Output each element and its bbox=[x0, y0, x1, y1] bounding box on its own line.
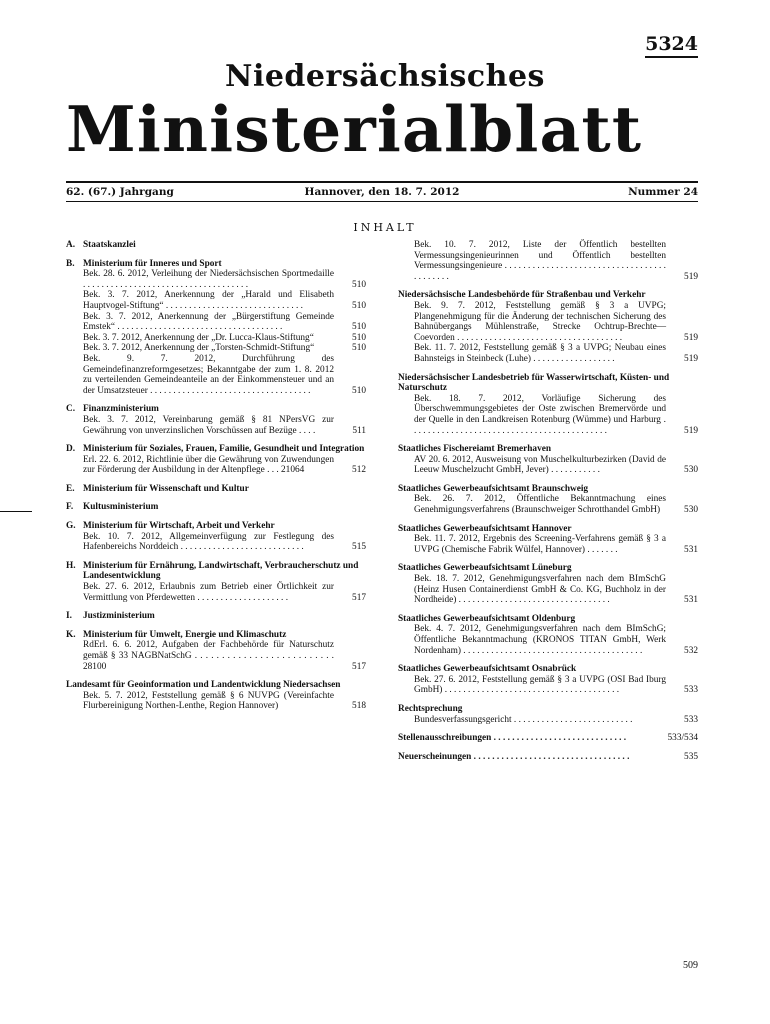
entry-page: 518 bbox=[352, 701, 366, 712]
entry-text: Bek. 18. 7. 2012, Genehmigungsverfahren nach dem BImSchG (Heinz Husen Containerdienst GmbH & Co. KG, Buchholz in der Nordheide) . . . . . . . . . . . . . . . . . . . . . . . . . . . . . . . . . bbox=[414, 574, 666, 606]
toc-section bbox=[398, 524, 698, 556]
footer-page-number: 509 bbox=[683, 960, 698, 971]
entry-text: Stellenausschreibungen . . . . . . . . . . . . . . . . . . . . . . . . . . . . . bbox=[398, 733, 627, 744]
section-letter: G. bbox=[66, 521, 76, 532]
entry-page: 510 bbox=[352, 343, 366, 354]
toc-section bbox=[398, 444, 698, 476]
entry-page: 519 bbox=[684, 271, 698, 282]
entry-text: Bek. 9. 7. 2012, Durchführung des Gemeindefinanzreformgesetzes; Bekanntgabe der zum 1. 8. 2012 zu verteilenden Gemeindeanteile an der Einkommensteuer und an der Umsatzsteuer . . . . . . . . . . . . . . . . . . . . . . . . . . . . . . . . . . . bbox=[83, 353, 334, 396]
toc-entry[interactable] bbox=[398, 675, 698, 696]
section-letter: H. bbox=[66, 560, 76, 571]
section-letter: B. bbox=[66, 258, 75, 269]
toc-entry[interactable] bbox=[66, 532, 366, 553]
entry-text: Bek. 3. 7. 2012, Anerkennung der „Dr. Lucca-Klaus-Stiftung“ bbox=[83, 332, 314, 343]
section-heading bbox=[66, 502, 366, 513]
toc-section bbox=[66, 444, 366, 476]
entry-page: 533/534 bbox=[667, 733, 698, 744]
section-title: Rechtsprechung bbox=[398, 703, 463, 714]
toc-section bbox=[66, 502, 366, 513]
section-title: Kultusministerium bbox=[83, 502, 159, 513]
section-letter: C. bbox=[66, 404, 76, 415]
section-heading bbox=[66, 561, 366, 582]
entry-text: Bek. 3. 7. 2012, Vereinbarung gemäß § 81 NPersVG zur Gewährung von unverzinslichen Vorschüssen auf Bezüge . . . . bbox=[83, 414, 334, 436]
toc-right-column bbox=[398, 240, 698, 770]
toc-section bbox=[398, 484, 698, 516]
entry-page: 515 bbox=[352, 542, 366, 553]
entry-text: RdErl. 6. 6. 2012, Aufgaben der Fachbehörde für Naturschutz gemäß § 33 NAGBNatSchG . . . . . . . . . . . . . . . . . . . . . . . . . . 28100 bbox=[83, 640, 334, 672]
toc-left-column bbox=[66, 240, 366, 720]
toc-entry[interactable] bbox=[398, 624, 698, 656]
toc-section bbox=[398, 563, 698, 605]
entry-page: 519 bbox=[684, 425, 698, 436]
entry-page: 519 bbox=[684, 353, 698, 364]
entry-text: Bek. 4. 7. 2012, Genehmigungsverfahren nach dem BImSchG; Öffentliche Bekanntmachung (KRONOS TITAN GmbH, Werk Nordenham) . . . . . . . . . . . . . . . . . . . . . . . . . . . . . . . . . . . . . . . bbox=[414, 624, 666, 656]
toc-section bbox=[66, 404, 366, 436]
section-title: Staatliches Gewerbeaufsichtsamt Lüneburg bbox=[398, 563, 572, 574]
toc-entry[interactable] bbox=[66, 354, 366, 396]
section-title: Ministerium für Soziales, Frauen, Familie, Gesundheit und Integration bbox=[83, 444, 365, 455]
entry-page: 531 bbox=[684, 595, 698, 606]
entry-text: Bek. 5. 7. 2012, Feststellung gemäß § 6 NUVPG (Vereinfachte Flurbereinigung Northen-Lenthe, Region Hannover) bbox=[83, 690, 334, 712]
toc-entry-inline[interactable] bbox=[398, 733, 698, 744]
section-title: Ministerium für Umwelt, Energie und Klimaschutz bbox=[83, 629, 287, 640]
toc-entry[interactable] bbox=[66, 455, 366, 476]
toc-entry[interactable] bbox=[66, 691, 366, 712]
entry-page: 511 bbox=[352, 425, 366, 436]
toc-section bbox=[398, 373, 698, 437]
toc-section bbox=[398, 290, 698, 364]
jahrgang: 62. (67.) Jahrgang bbox=[66, 186, 174, 198]
toc-entry[interactable] bbox=[66, 290, 366, 311]
masthead-title-line1: Niedersächsisches bbox=[225, 59, 545, 94]
toc-entry[interactable] bbox=[66, 343, 366, 354]
section-letter: D. bbox=[66, 444, 76, 455]
entry-page: 519 bbox=[684, 332, 698, 343]
entry-page: 530 bbox=[684, 465, 698, 476]
toc-entry[interactable] bbox=[398, 715, 698, 726]
toc-entry[interactable] bbox=[66, 333, 366, 344]
section-letter: I. bbox=[66, 611, 72, 622]
toc-entry[interactable] bbox=[66, 415, 366, 436]
toc-section bbox=[398, 614, 698, 656]
toc-entry[interactable] bbox=[398, 301, 698, 343]
toc-entry[interactable] bbox=[66, 312, 366, 333]
entry-page: 535 bbox=[684, 751, 698, 762]
entry-page: 510 bbox=[352, 332, 366, 343]
toc-entry[interactable] bbox=[398, 240, 698, 282]
section-heading bbox=[66, 611, 366, 622]
entry-page: 533 bbox=[684, 685, 698, 696]
toc-entry[interactable] bbox=[398, 455, 698, 476]
toc-section bbox=[66, 611, 366, 622]
toc-section bbox=[66, 630, 366, 672]
section-heading bbox=[66, 521, 366, 532]
entry-page: 517 bbox=[352, 661, 366, 672]
masthead-rule-bottom bbox=[66, 201, 698, 202]
entry-text: Bundesverfassungsgericht . . . . . . . . . . . . . . . . . . . . . . . . . . bbox=[414, 714, 633, 725]
section-title: Staatskanzlei bbox=[83, 240, 136, 250]
section-title: Niedersächsische Landesbehörde für Straßenbau und Verkehr bbox=[398, 290, 646, 301]
toc-section bbox=[398, 704, 698, 725]
section-title: Staatliches Fischereiamt Bremerhaven bbox=[398, 444, 552, 455]
entry-page: 510 bbox=[352, 385, 366, 396]
toc-entry[interactable] bbox=[66, 269, 366, 290]
toc-entry[interactable] bbox=[398, 494, 698, 515]
section-title: Ministerium für Inneres und Sport bbox=[83, 258, 222, 269]
toc-entry[interactable] bbox=[398, 534, 698, 555]
place-date: Hannover, den 18. 7. 2012 bbox=[304, 186, 460, 198]
toc-section bbox=[66, 521, 366, 553]
section-title: Justizministerium bbox=[83, 611, 155, 622]
section-title: Ministerium für Ernährung, Landwirtschaft, Verbraucherschutz und Landesentwicklung bbox=[83, 560, 359, 582]
section-title: Staatliches Gewerbeaufsichtsamt Hannover bbox=[398, 523, 572, 534]
entry-text: Erl. 22. 6. 2012, Richtlinie über die Gewährung von Zuwendungen zur Förderung der Ausbildung in der Altenpflege . . . 21064 bbox=[83, 454, 334, 476]
section-title: Landesamt für Geoinformation und Landentwicklung Niedersachsen bbox=[66, 680, 341, 691]
entry-text: Bek. 3. 7. 2012, Anerkennung der „Torsten-Schmidt-Stiftung“ bbox=[83, 343, 315, 354]
section-heading bbox=[66, 404, 366, 415]
toc-entry[interactable] bbox=[66, 582, 366, 603]
section-letter: E. bbox=[66, 483, 75, 494]
toc-section bbox=[66, 484, 366, 495]
section-letter: K. bbox=[66, 629, 76, 640]
section-title: Staatliches Gewerbeaufsichtsamt Oldenburg bbox=[398, 613, 576, 624]
masthead-rule-top bbox=[66, 181, 698, 183]
section-heading bbox=[66, 444, 366, 455]
section-heading bbox=[66, 259, 366, 270]
entry-text: Neuerscheinungen . . . . . . . . . . . . . . . . . . . . . . . . . . . . . . . . . . bbox=[398, 751, 630, 762]
toc-section bbox=[398, 240, 698, 282]
toc-entry[interactable] bbox=[398, 574, 698, 606]
entry-text: AV 20. 6. 2012, Ausweisung von Muschelkulturbezirken (David de Leeuw Muschelzucht GmbH, Jever) . . . . . . . . . . . bbox=[414, 454, 666, 476]
entry-text: Bek. 27. 6. 2012, Erlaubnis zum Betrieb einer Örtlichkeit zur Vermittlung von Pferdewetten . . . . . . . . . . . . . . . . . . . . bbox=[83, 582, 334, 603]
entry-text: Bek. 3. 7. 2012, Anerkennung der „Harald und Elisabeth Hauptvogel-Stiftung“ . . . . . . . . . . . . . . . . . . . . . . . . . . . . . . bbox=[83, 290, 334, 311]
masthead-info-row bbox=[66, 184, 698, 200]
entry-page: 531 bbox=[684, 544, 698, 555]
section-heading bbox=[66, 630, 366, 641]
section-title: Niedersächsischer Landesbetrieb für Wasserwirtschaft, Küsten- und Naturschutz bbox=[398, 372, 670, 394]
issue-number: Nummer 24 bbox=[628, 186, 698, 198]
section-title: Ministerium für Wissenschaft und Kultur bbox=[83, 483, 249, 494]
entry-page: 533 bbox=[684, 714, 698, 725]
section-title: Finanzministerium bbox=[83, 404, 159, 415]
toc-section bbox=[66, 680, 366, 712]
entry-text: Bek. 10. 7. 2012, Allgemeinverfügung zur Festlegung des Hafenbereichs Norddeich . . . . . . . . . . . . . . . . . . . . . . . . . . . bbox=[83, 531, 334, 553]
section-title: Ministerium für Wirtschaft, Arbeit und Verkehr bbox=[83, 521, 275, 532]
toc-entry[interactable] bbox=[66, 640, 366, 672]
section-title: Staatliches Gewerbeaufsichtsamt Osnabrück bbox=[398, 664, 577, 675]
entry-page: 512 bbox=[352, 465, 366, 476]
entry-page: 510 bbox=[352, 279, 366, 290]
toc-section bbox=[66, 259, 366, 397]
toc-heading: INHALT bbox=[353, 221, 417, 234]
masthead-title-line2: Ministerialblatt bbox=[66, 92, 643, 166]
entry-text: Bek. 10. 7. 2012, Liste der Öffentlich bestellten Vermessungsingenieurinnen und Öffentlich bestellten Vermessungsingenieure . . . . . . . . . . . . . . . . . . . . . . . . . . . . . . . . . . . . . . . . . . . bbox=[414, 240, 666, 282]
entry-page: 517 bbox=[352, 592, 366, 603]
entry-text: Bek. 28. 6. 2012, Verleihung der Niedersächsischen Sportmedaille . . . . . . . . . . . . . . . . . . . . . . . . . . . . . . . . . . . . bbox=[83, 269, 334, 290]
entry-page: 532 bbox=[684, 645, 698, 656]
toc-entry-inline[interactable] bbox=[398, 752, 698, 763]
entry-page: 530 bbox=[684, 505, 698, 516]
section-title: Staatliches Gewerbeaufsichtsamt Braunschweig bbox=[398, 483, 589, 494]
toc-section bbox=[66, 240, 366, 251]
entry-text: Bek. 3. 7. 2012, Anerkennung der „Bürgerstiftung Gemeinde Emstek“ . . . . . . . . . . . . . . . . . . . . . . . . . . . . . . . . . . . . bbox=[83, 311, 334, 333]
entry-page: 510 bbox=[352, 300, 366, 311]
section-letter: A. bbox=[66, 240, 76, 250]
entry-text: Bek. 26. 7. 2012, Öffentliche Bekanntmachung eines Genehmigungsverfahrens (Braunschweiger Schrotthandel GmbH) bbox=[414, 494, 666, 516]
section-heading bbox=[66, 680, 366, 691]
entry-text: Bek. 11. 7. 2012, Ergebnis des Screening-Verfahrens gemäß § 3 a UVPG (Chemische Fabrik Wülfel, Hannover) . . . . . . . bbox=[414, 534, 666, 555]
entry-page: 510 bbox=[352, 322, 366, 333]
entry-text: Bek. 11. 7. 2012, Feststellung gemäß § 3 a UVPG; Neubau eines Bahnsteigs in Steinbeck (Luhe) . . . . . . . . . . . . . . . . . . bbox=[414, 343, 666, 364]
section-letter: F. bbox=[66, 502, 74, 513]
margin-mark bbox=[0, 511, 32, 512]
entry-text: Bek. 9. 7. 2012, Feststellung gemäß § 3 a UVPG; Plangenehmigung für die Änderung der technischen Sicherung des Bahnübergangs Mühlenstraße, Strecke Ochtrup-Brechte—Coevorden . . . . . . . . . . . . . . . . . . . . . . . . . . . . . . . . . . . . bbox=[414, 300, 666, 343]
section-heading bbox=[66, 484, 366, 495]
toc-entry[interactable] bbox=[398, 343, 698, 364]
toc-section bbox=[66, 561, 366, 603]
section-heading bbox=[66, 240, 366, 251]
toc-section bbox=[398, 664, 698, 696]
issue-page-number: 5324 bbox=[645, 33, 698, 58]
entry-text: Bek. 18. 7. 2012, Vorläufige Sicherung des Überschwemmungsgebietes der Oste zwischen Bremervörde und der Quelle in den Landkreisen Rotenburg (Wümme) und Harburg . . . . . . . . . . . . . . . . . . . . . . . . . . . . . . . . . . . . . . . . . . . bbox=[414, 393, 666, 436]
toc-entry[interactable] bbox=[398, 394, 698, 436]
entry-text: Bek. 27. 6. 2012, Feststellung gemäß § 3 a UVPG (OSI Bad Iburg GmbH) . . . . . . . . . . . . . . . . . . . . . . . . . . . . . . . . . . . . . . bbox=[414, 674, 666, 696]
